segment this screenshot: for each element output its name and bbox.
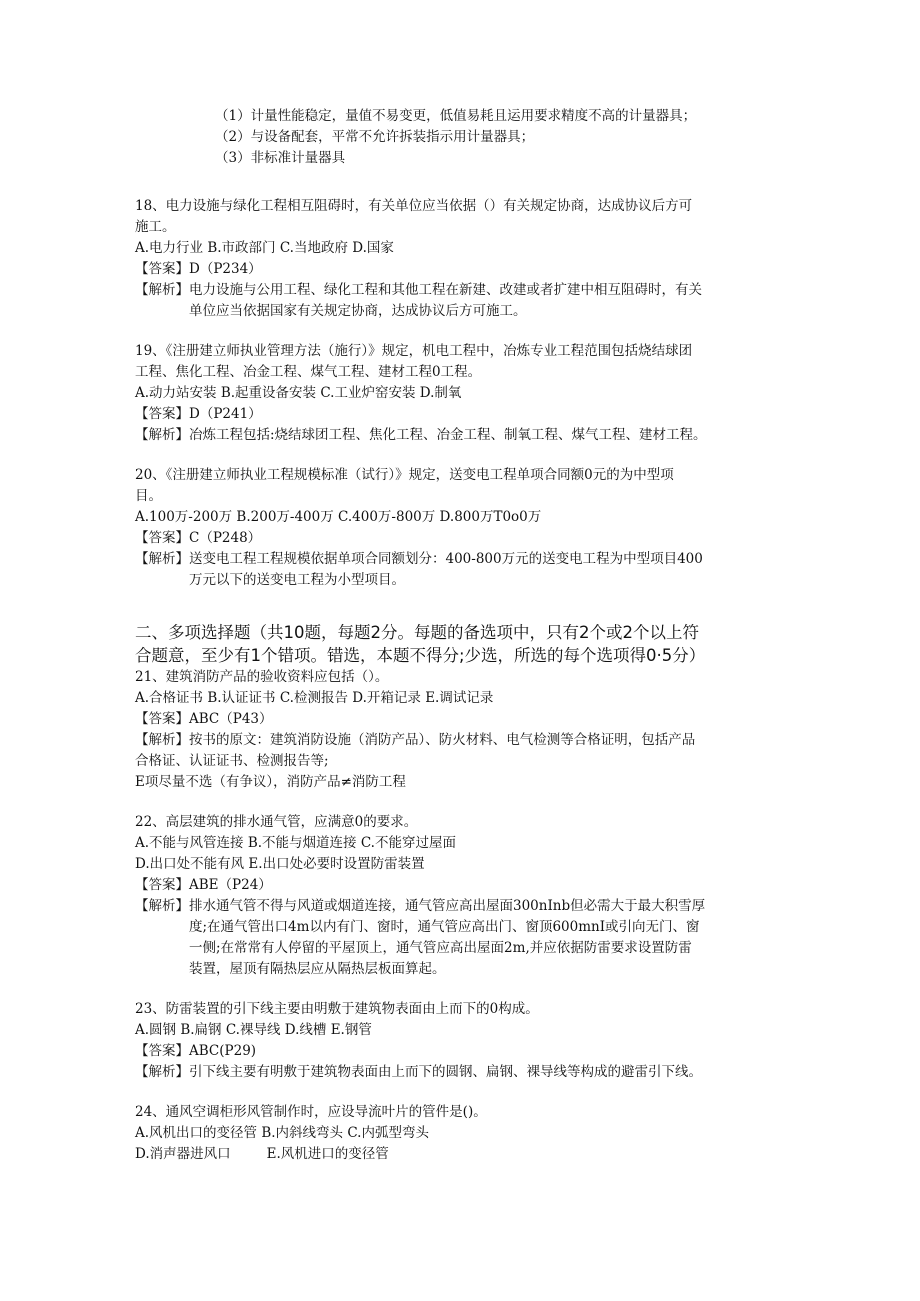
question-options: A.不能与风管连接 B.不能与烟道连接 C.不能穿过屋面 — [135, 835, 456, 851]
question-options — [135, 1144, 790, 1165]
question-options: A.100万-200万 B.200万-400万 C.400万-800万 D.800万T0o0万 — [135, 509, 542, 525]
question-analysis — [135, 425, 790, 446]
analysis-line: 引下线主要有明敷于建筑物表面由上而下的圆钢、扁钢、裸导线等构成的避雷引下线。 — [189, 1064, 702, 1080]
analysis-body — [189, 1062, 790, 1083]
analysis-tag: 【解析】 — [135, 732, 189, 748]
question-stem: 20、《注册建立师执业工程规模标准（试行）》规定，送变电工程单项合同额0元的为中型项 — [135, 467, 674, 483]
analysis-body — [189, 730, 790, 751]
analysis-line: 单位应当依据国家有关规定协商，达成协议后方可施工。 — [189, 303, 527, 319]
question-18 — [135, 196, 790, 322]
question-answer: 【答案】C（P248） — [135, 530, 262, 546]
question-note: E项尽量不选（有争议），消防产品≠消防工程 — [135, 774, 406, 790]
analysis-tag: 【解析】 — [135, 1064, 189, 1080]
question-21 — [135, 667, 790, 793]
analysis-line: 送变电工程工程规模依据单项合同额划分：400-800万元的送变电工程为中型项目400 — [189, 551, 703, 567]
analysis-tag: 【解析】 — [135, 282, 189, 298]
question-answer: 【答案】D（P234） — [135, 261, 262, 277]
analysis-body — [189, 549, 790, 591]
question-options: A.风机出口的变径管 B.内斜线弯头 C.内弧型弯头 — [135, 1125, 429, 1141]
question-stem: 24、通风空调柜形风管制作时，应设导流叶片的管件是()。 — [135, 1104, 487, 1120]
analysis-body — [189, 896, 790, 980]
question-stem: 23、防雷装置的引下线主要由明敷于建筑物表面由上而下的0构成。 — [135, 1001, 539, 1017]
analysis-line: 排水通气管不得与风道或烟道连接，通气管应高出屋面300nInb但必需大于最大积雪厚 — [189, 898, 706, 914]
analysis-line: 冶炼工程包括:烧结球团工程、焦化工程、冶金工程、制氧工程、煤气工程、建材工程。 — [189, 427, 707, 443]
question-options: A.合格证书 B.认证证书 C.检测报告 D.开箱记录 E.调试记录 — [135, 690, 494, 706]
analysis-line: 度;在通气管出口4m以内有门、窗时，通气管应高出门、窗顶600mnI或引向无门、窗 — [189, 919, 700, 935]
analysis-tag: 【解析】 — [135, 427, 189, 443]
top-list-item: （1）计量性能稳定，量值不易变更，低值易耗且运用要求精度不高的计量器具； — [215, 108, 697, 124]
question-stem: 18、电力设施与绿化工程相互阻碍时，有关单位应当依据（）有关规定协商，达成协议后方可 — [135, 198, 693, 214]
question-20 — [135, 465, 790, 591]
analysis-line: 合格证、认证证书、检测报告等; — [135, 753, 329, 769]
question-24 — [135, 1102, 790, 1165]
question-options: D.出口处不能有风 E.出口处必要时设置防雷装置 — [135, 856, 425, 872]
question-22 — [135, 812, 790, 980]
section-heading — [135, 621, 790, 667]
question-answer: 【答案】D（P241） — [135, 406, 262, 422]
top-list-item: （3）非标准计量器具 — [215, 150, 346, 166]
option-d: D.消声器进风口 — [135, 1146, 231, 1162]
question-stem: 21、建筑消防产品的验收资料应包括（）。 — [135, 669, 389, 685]
question-analysis — [135, 549, 790, 591]
question-analysis — [135, 896, 790, 980]
question-answer: 【答案】ABC（P43） — [135, 711, 273, 727]
analysis-tag: 【解析】 — [135, 898, 189, 914]
question-options: A.动力站安装 B.起重设备安装 C.工业炉窑安装 D.制氧 — [135, 385, 462, 401]
analysis-tag: 【解析】 — [135, 551, 189, 567]
question-analysis — [135, 730, 790, 751]
analysis-body — [189, 280, 790, 322]
question-stem: 22、高层建筑的排水通气管，应满意0的要求。 — [135, 814, 418, 830]
analysis-line: 电力设施与公用工程、绿化工程和其他工程在新建、改建或者扩建中相互阻碍时，有关 — [189, 282, 702, 298]
question-stem: 工程、焦化工程、冶金工程、煤气工程、建材工程0工程。 — [135, 364, 482, 380]
question-answer: 【答案】ABE（P24） — [135, 877, 272, 893]
option-e: E.风机进口的变径管 — [266, 1146, 389, 1162]
question-stem: 19、《注册建立师执业管理方法（施行）》规定，机电工程中，冶炼专业工程范围包括烧结球团 — [135, 343, 693, 359]
question-options: A.电力行业 B.市政部门 C.当地政府 D.国家 — [135, 240, 394, 256]
analysis-line: 按书的原文：建筑消防设施（消防产品）、防火材料、电气检测等合格证明，包括产品 — [189, 732, 696, 748]
question-23 — [135, 999, 790, 1083]
question-analysis — [135, 280, 790, 322]
analysis-line: 一侧;在常常有人停留的平屋顶上，通气管应高出屋面2m,并应依据防雷要求设置防雷 — [189, 940, 692, 956]
question-analysis — [135, 1062, 790, 1083]
analysis-line: 装置，屋顶有隔热层应从隔热层板面算起。 — [189, 961, 446, 977]
question-options: A.圆钢 B.扁钢 C.裸导线 D.线槽 E.钢管 — [135, 1022, 372, 1038]
question-stem: 目。 — [135, 488, 162, 504]
analysis-body — [189, 425, 790, 446]
section-heading-line: 二、多项选择题（共10题，每题2分。每题的备选项中，只有2个或2个以上符 — [135, 623, 699, 642]
top-list — [135, 106, 790, 169]
analysis-line: 万元以下的送变电工程为小型项目。 — [189, 572, 405, 588]
top-list-item: （2）与设备配套，平常不允许拆装指示用计量器具； — [215, 129, 535, 145]
question-stem: 施工。 — [135, 219, 176, 235]
question-answer: 【答案】ABC(P29) — [135, 1043, 257, 1059]
section-heading-line: 合题意，至少有1个错项。错选，本题不得分;少选，所选的每个选项得0·5分） — [135, 646, 706, 665]
document-content — [135, 106, 790, 1165]
question-19 — [135, 341, 790, 446]
